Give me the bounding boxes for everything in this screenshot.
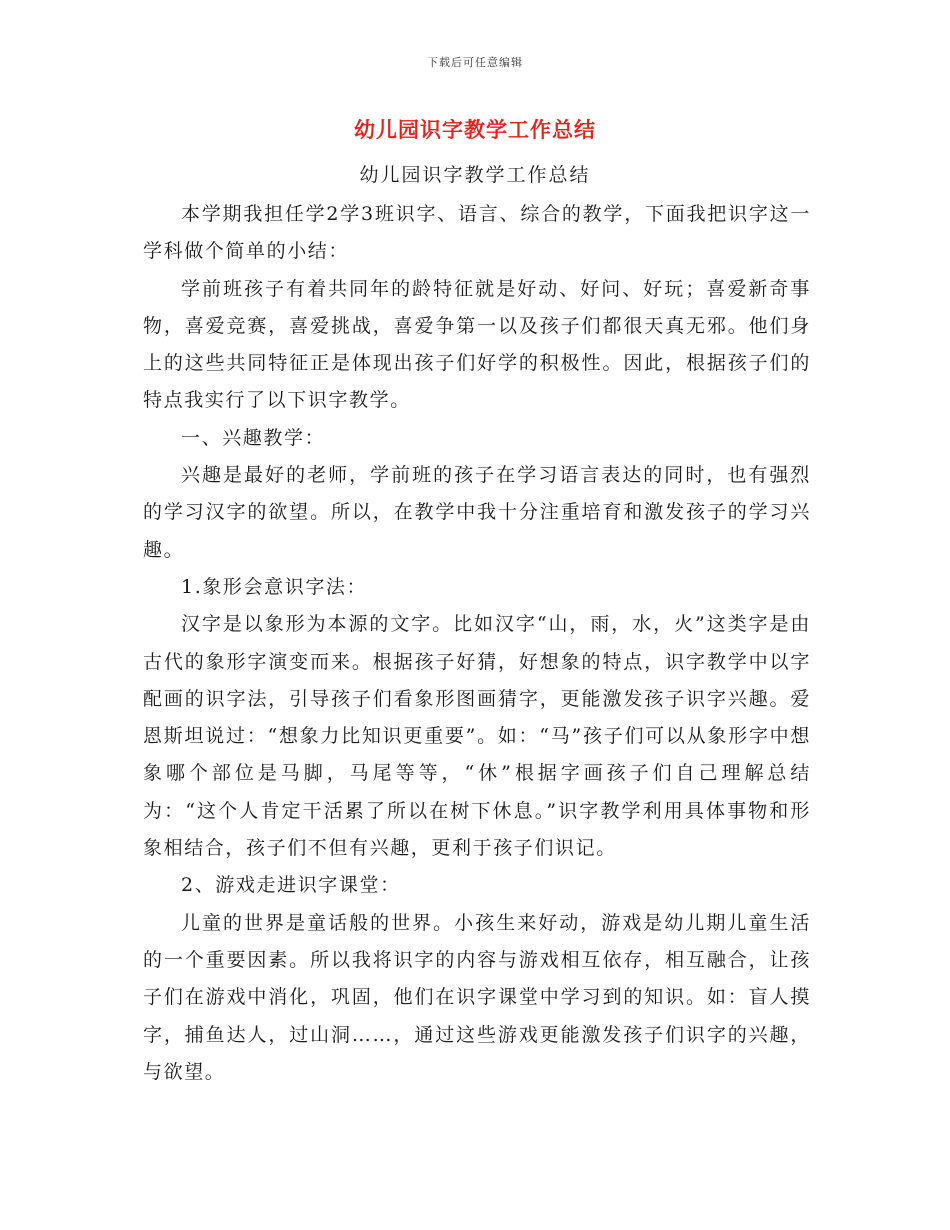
document-body [143, 196, 811, 1091]
intro-paragraph: 本学期我担任学2学3班识字、语言、综合的教学，下面我把识字这一学科做个简单的小结： [143, 203, 811, 263]
characteristics-paragraph: 学前班孩子有着共同年的龄特征就是好动、好问、好玩；喜爱新奇事物，喜爱竞赛，喜爱挑战，喜爱争第一以及孩子们都很天真无邪。他们身上的这些共同特征正是体现出孩子们好学的积极性。因此，根据孩子们的特点我实行了以下识字教学。 [143, 277, 811, 412]
document-title: 幼儿园识字教学工作总结 [354, 117, 596, 142]
games-paragraph: 儿童的世界是童话般的世界。小孩生来好动，游戏是幼儿期儿童生活的一个重要因素。所以我将识字的内容与游戏相互依存，相互融合，让孩子们在游戏中消化，巩固，他们在识字课堂中学习到的知识。如：盲人摸字，捕鱼达人，过山洞……，通过这些游戏更能激发孩子们识字的兴趣，与欲望。 [143, 911, 811, 1083]
subheading-games: 2、游戏走进识字课堂： [181, 874, 401, 897]
pictograph-paragraph: 汉字是以象形为本源的文字。比如汉字“山，雨，水，火”这类字是由古代的象形字演变而来。根据孩子好猜，好想象的特点，识字教学中以字配画的识字法，引导孩子们看象形图画猜字，更能激发孩子识字兴趣。爱恩斯坦说过：“想象力比知识更重要”。如：“马”孩子们可以从象形字中想象哪个部位是马脚，马尾等等，“休”根据字画孩子们自己理解总结为：“这个人肯定干活累了所以在树下休息。”识字教学利用具体事物和形象相结合，孩子们不但有兴趣，更利于孩子们识记。 [143, 613, 811, 860]
interest-paragraph: 兴趣是最好的老师，学前班的孩子在学习语言表达的同时，也有强烈的学习汉字的欲望。所以，在教学中我十分注重培育和激发孩子的学习兴趣。 [143, 464, 811, 561]
page-header-note: 下载后可任意编辑 [427, 56, 523, 69]
subheading-pictograph-method: 1.象形会意识字法： [181, 575, 368, 598]
document-subtitle: 幼儿园识字教学工作总结 [359, 164, 591, 186]
section-heading-interest: 一、兴趣教学： [181, 426, 326, 449]
